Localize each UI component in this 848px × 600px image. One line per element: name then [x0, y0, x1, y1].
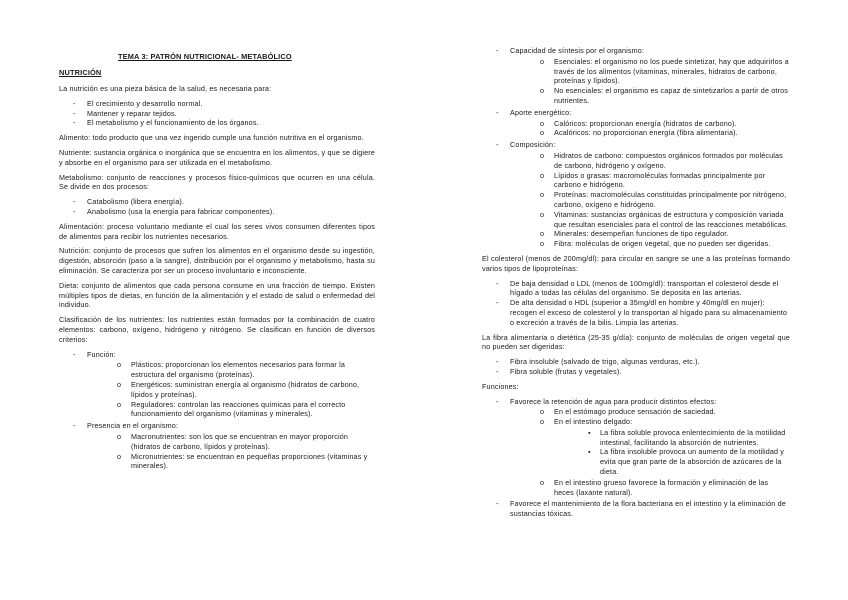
- sublist-item: o Minerales: desempeñan funciones de tipo regulador.: [540, 229, 729, 239]
- alimento-paragraph: Alimento: todo producto que una vez ingerido cumple una función nutritiva en el organismo.: [59, 133, 364, 143]
- sublist-item: o En el intestino grueso favorece la formación y eliminación de las heces (laxante natural).: [540, 477, 769, 497]
- alimentacion-paragraph: Alimentación: proceso voluntario mediante el cual los seres vivos consumen diferentes tipos de alimentos para recibir los nutrientes necesarios.: [59, 221, 375, 241]
- bullet-item: ▪ La fibra soluble provoca enlentecimiento de la motilidad intestinal, facilitando la absorción de nutrientes.: [588, 427, 786, 447]
- bullet-item: ▪ La fibra insoluble provoca un aumento de la motilidad y evita que gran parte de la absorción de azúcares de la dieta.: [588, 447, 785, 477]
- funciones-list: [482, 397, 790, 520]
- list-item: - Capacidad de síntesis por el organismo: o Esenciales: el organismo no los puede sintetizar, hay que adquirirlos a través de los alimentos (vitaminas, minerales, hidratos de carbono, proteínas y lípidos). o No esenciales: el organismo es capaz de sintetizarlos a partir de otros nutrientes.: [496, 46, 789, 105]
- list-item: - El crecimiento y desarrollo normal.: [73, 98, 203, 108]
- sublist-item: o Esenciales: el organismo no los puede sintetizar, hay que adquirirlos a través de los alimentos (vitaminas, minerales, hidratos de carbono, proteínas y lípidos).: [540, 56, 789, 86]
- list-item: - Aporte energético: o Calóricos: proporcionan energía (hidratos de carbono). o Acalóricos: no proporcionan energía (fibra alimentaria).: [482, 108, 790, 138]
- list-item: - Fibra insoluble (salvado de trigo, algunas verduras, etc.).: [496, 357, 700, 367]
- list-item: - Anabolismo (usa la energía para fabricar componentes).: [73, 206, 275, 216]
- section-heading: NUTRICIÓN: [59, 68, 102, 77]
- fibra-paragraph: La fibra alimentaria o dietética (25-35 g/día): conjunto de moléculas de origen vegetal que no pueden ser digeridas:: [482, 332, 790, 352]
- sublist-item: o Micronutrientes: se encuentran en pequeñas proporciones (vitaminas y minerales).: [117, 451, 368, 471]
- sublist-item: o Energéticos: suministran energía al organismo (hidratos de carbono, lípidos y proteínas).: [117, 379, 360, 399]
- clasificacion-list: [59, 350, 375, 472]
- list-item: - Favorece el mantenimiento de la flora bacteriana en el intestino y la eliminación de sustancias tóxicas.: [496, 499, 786, 519]
- list-item: - Composición: o Hidratos de carbono: compuestos orgánicos formados por moléculas de carbono, hidrógeno y oxígeno. o Lípidos o grasas: macromoléculas formadas principalmente por carbono e hidrógeno. o Proteínas: macromoléculas constituidas principalmente por nitrógeno, carbono, oxígeno e hidrógeno. o Vitaminas: sustancias orgánicas de estructura y composición variada que resultan esenciales para el control de las reacciones metabólicas. o Minerales: desempeñan funciones de tipo regulador. o Fibra: moléculas de origen vegetal, que no pueden ser digeridas.: [482, 140, 790, 249]
- classification-continued-list: [482, 46, 790, 249]
- document-title: TEMA 3: PATRÓN NUTRICIONAL- METABÓLICO: [118, 52, 292, 61]
- aporte-sublist: [530, 119, 790, 139]
- metabolismo-list: [59, 197, 375, 217]
- clasificacion-paragraph: Clasificación de los nutrientes: los nutrientes están formados por la combinación de cuatro elementos: carbono, oxígeno, hidrógeno y nitrógeno. Se clasifican en función de diversos criterios:: [59, 315, 375, 344]
- list-item: - De alta densidad o HDL (superior a 35mg/dl en hombre y 40mg/dl en mujer): recogen el exceso de colesterol y lo transportan al hígado para su almacenamiento o excreción a través de la bilis. Limpia las arterias.: [496, 298, 788, 327]
- sublist-item: o En el estómago produce sensación de saciedad.: [540, 407, 716, 417]
- sublist-item: o Vitaminas: sustancias orgánicas de estructura y composición variada que resultan esenciales para el control de las reacciones metabólicas.: [540, 209, 788, 229]
- sublist-item: o Plásticos: proporcionan los elementos necesarios para formar la estructura del organismo (proteínas).: [117, 360, 345, 380]
- presencia-sublist: [107, 432, 375, 471]
- intestino-delgado-sublist: [584, 428, 790, 477]
- sublist-item: o Macronutrientes: son los que se encuentran en mayor proporción (hidratos de carbono, lípidos y proteínas).: [117, 431, 349, 451]
- list-item: - El metabolismo y el funcionamiento de los órganos.: [73, 118, 259, 128]
- colesterol-list: [482, 279, 790, 328]
- nutriente-paragraph: Nutriente: sustancia orgánica o inorgánica que se encuentra en los alimentos, y que se digiere y absorbe en el organismo para ser utilizada en el metabolismo.: [59, 147, 375, 167]
- sublist-item: o Hidratos de carbono: compuestos orgánicos formados por moléculas de carbono, hidrógeno y oxígeno.: [540, 150, 783, 170]
- funciones-sublist: [530, 407, 790, 497]
- funciones-heading: Funciones:: [482, 381, 519, 391]
- list-item: - Función: o Plásticos: proporcionan los elementos necesarios para formar la estructura del organismo (proteínas). o Energéticos: suministran energía al organismo (hidratos de carbono, lípidos y proteínas). o Reguladores: controlan las reacciones químicas para el correcto funcionamiento del organismo (vitaminas y minerales).: [59, 350, 375, 420]
- sublist-item: o Calóricos: proporcionan energía (hidratos de carbono).: [540, 118, 737, 128]
- right-column: [482, 46, 790, 524]
- funcion-sublist: [107, 360, 375, 419]
- dieta-paragraph: Dieta: conjunto de alimentos que cada persona consume en una fracción de tiempo. Existen múltiples tipos de dietas, en función de la alimentación y el estado de salud o enfermedad del individuo.: [59, 280, 375, 310]
- sublist-item: o Lípidos o grasas: macromoléculas formadas principalmente por carbono e hidrógeno.: [540, 170, 766, 190]
- list-item: - Fibra soluble (frutas y vegetales).: [496, 366, 622, 376]
- sublist-item: o En el intestino delgado: ▪ La fibra soluble provoca enlentecimiento de la motilidad intestinal, facilitando la absorción de nutrientes. ▪ La fibra insoluble provoca un aumento de la motilidad y evita que gran parte de la absorción de azúcares de la dieta.: [530, 417, 790, 477]
- sublist-item: o Proteínas: macromoléculas constituidas principalmente por nitrógeno, carbono, oxígeno e hidrógeno.: [540, 190, 787, 209]
- intro-paragraph: La nutrición es una pieza básica de la salud, es necesaria para:: [59, 84, 272, 93]
- metabolismo-paragraph: Metabolismo: conjunto de reacciones y procesos físico-químicos que ocurren en una célula. Se divide en dos procesos:: [59, 172, 375, 192]
- list-item: - Mantener y reparar tejidos.: [73, 108, 177, 118]
- colesterol-paragraph: El colesterol (menos de 200mg/dl): para circular en sangre se une a las proteínas formando varios tipos de lipoproteínas:: [482, 253, 790, 273]
- left-column: [59, 84, 375, 476]
- intro-list: [59, 99, 375, 128]
- list-item: - Presencia en el organismo: o Macronutrientes: son los que se encuentran en mayor proporción (hidratos de carbono, lípidos y proteínas). o Micronutrientes: se encuentran en pequeñas proporciones (vitaminas y minerales).: [59, 421, 375, 471]
- list-item: - Catabolismo (libera energía).: [73, 197, 185, 207]
- sublist-item: o No esenciales: el organismo es capaz de sintetizarlos a partir de otros nutrientes.: [540, 86, 788, 105]
- nutricion-paragraph: Nutrición: conjunto de procesos que sufren los alimentos en el organismo desde su ingestión, digestión, absorción (paso a la sangre), distribución por el organismo y metabolismo, hasta su eliminación. Se caracteriza por ser un proceso involuntario e inconsciente.: [59, 246, 375, 275]
- fibra-list: [482, 357, 790, 377]
- sublist-item: o Reguladores: controlan las reacciones químicas para el correcto funcionamiento del organismo (vitaminas y minerales).: [117, 399, 346, 419]
- list-item: - De baja densidad o LDL (menos de 100mg/dl): transportan el colesterol desde el hígado a todas las células del organismo. Se deposita en las arterias.: [496, 278, 779, 298]
- sintesis-sublist: [530, 57, 790, 106]
- list-item: - Favorece la retención de agua para producir distintos efectos: o En el estómago produce sensación de saciedad. o En el intestino delgado: ▪ La fibra soluble provoca enlentecimiento de la motilidad intestinal, facilitando la absorción de nutrientes. ▪ La fibra insoluble provoca un aumento de la motilidad y evita que gran parte de la absorción de azúcares de la dieta. o En el intestino grueso favorece la formación y eliminación de las heces (laxante natural).: [482, 397, 790, 498]
- sublist-item: o Fibra: moléculas de origen vegetal, que no pueden ser digeridas.: [540, 239, 771, 249]
- composicion-sublist: [530, 151, 790, 249]
- sublist-item: o Acalóricos: no proporcionan energía (fibra alimentaria).: [540, 128, 738, 138]
